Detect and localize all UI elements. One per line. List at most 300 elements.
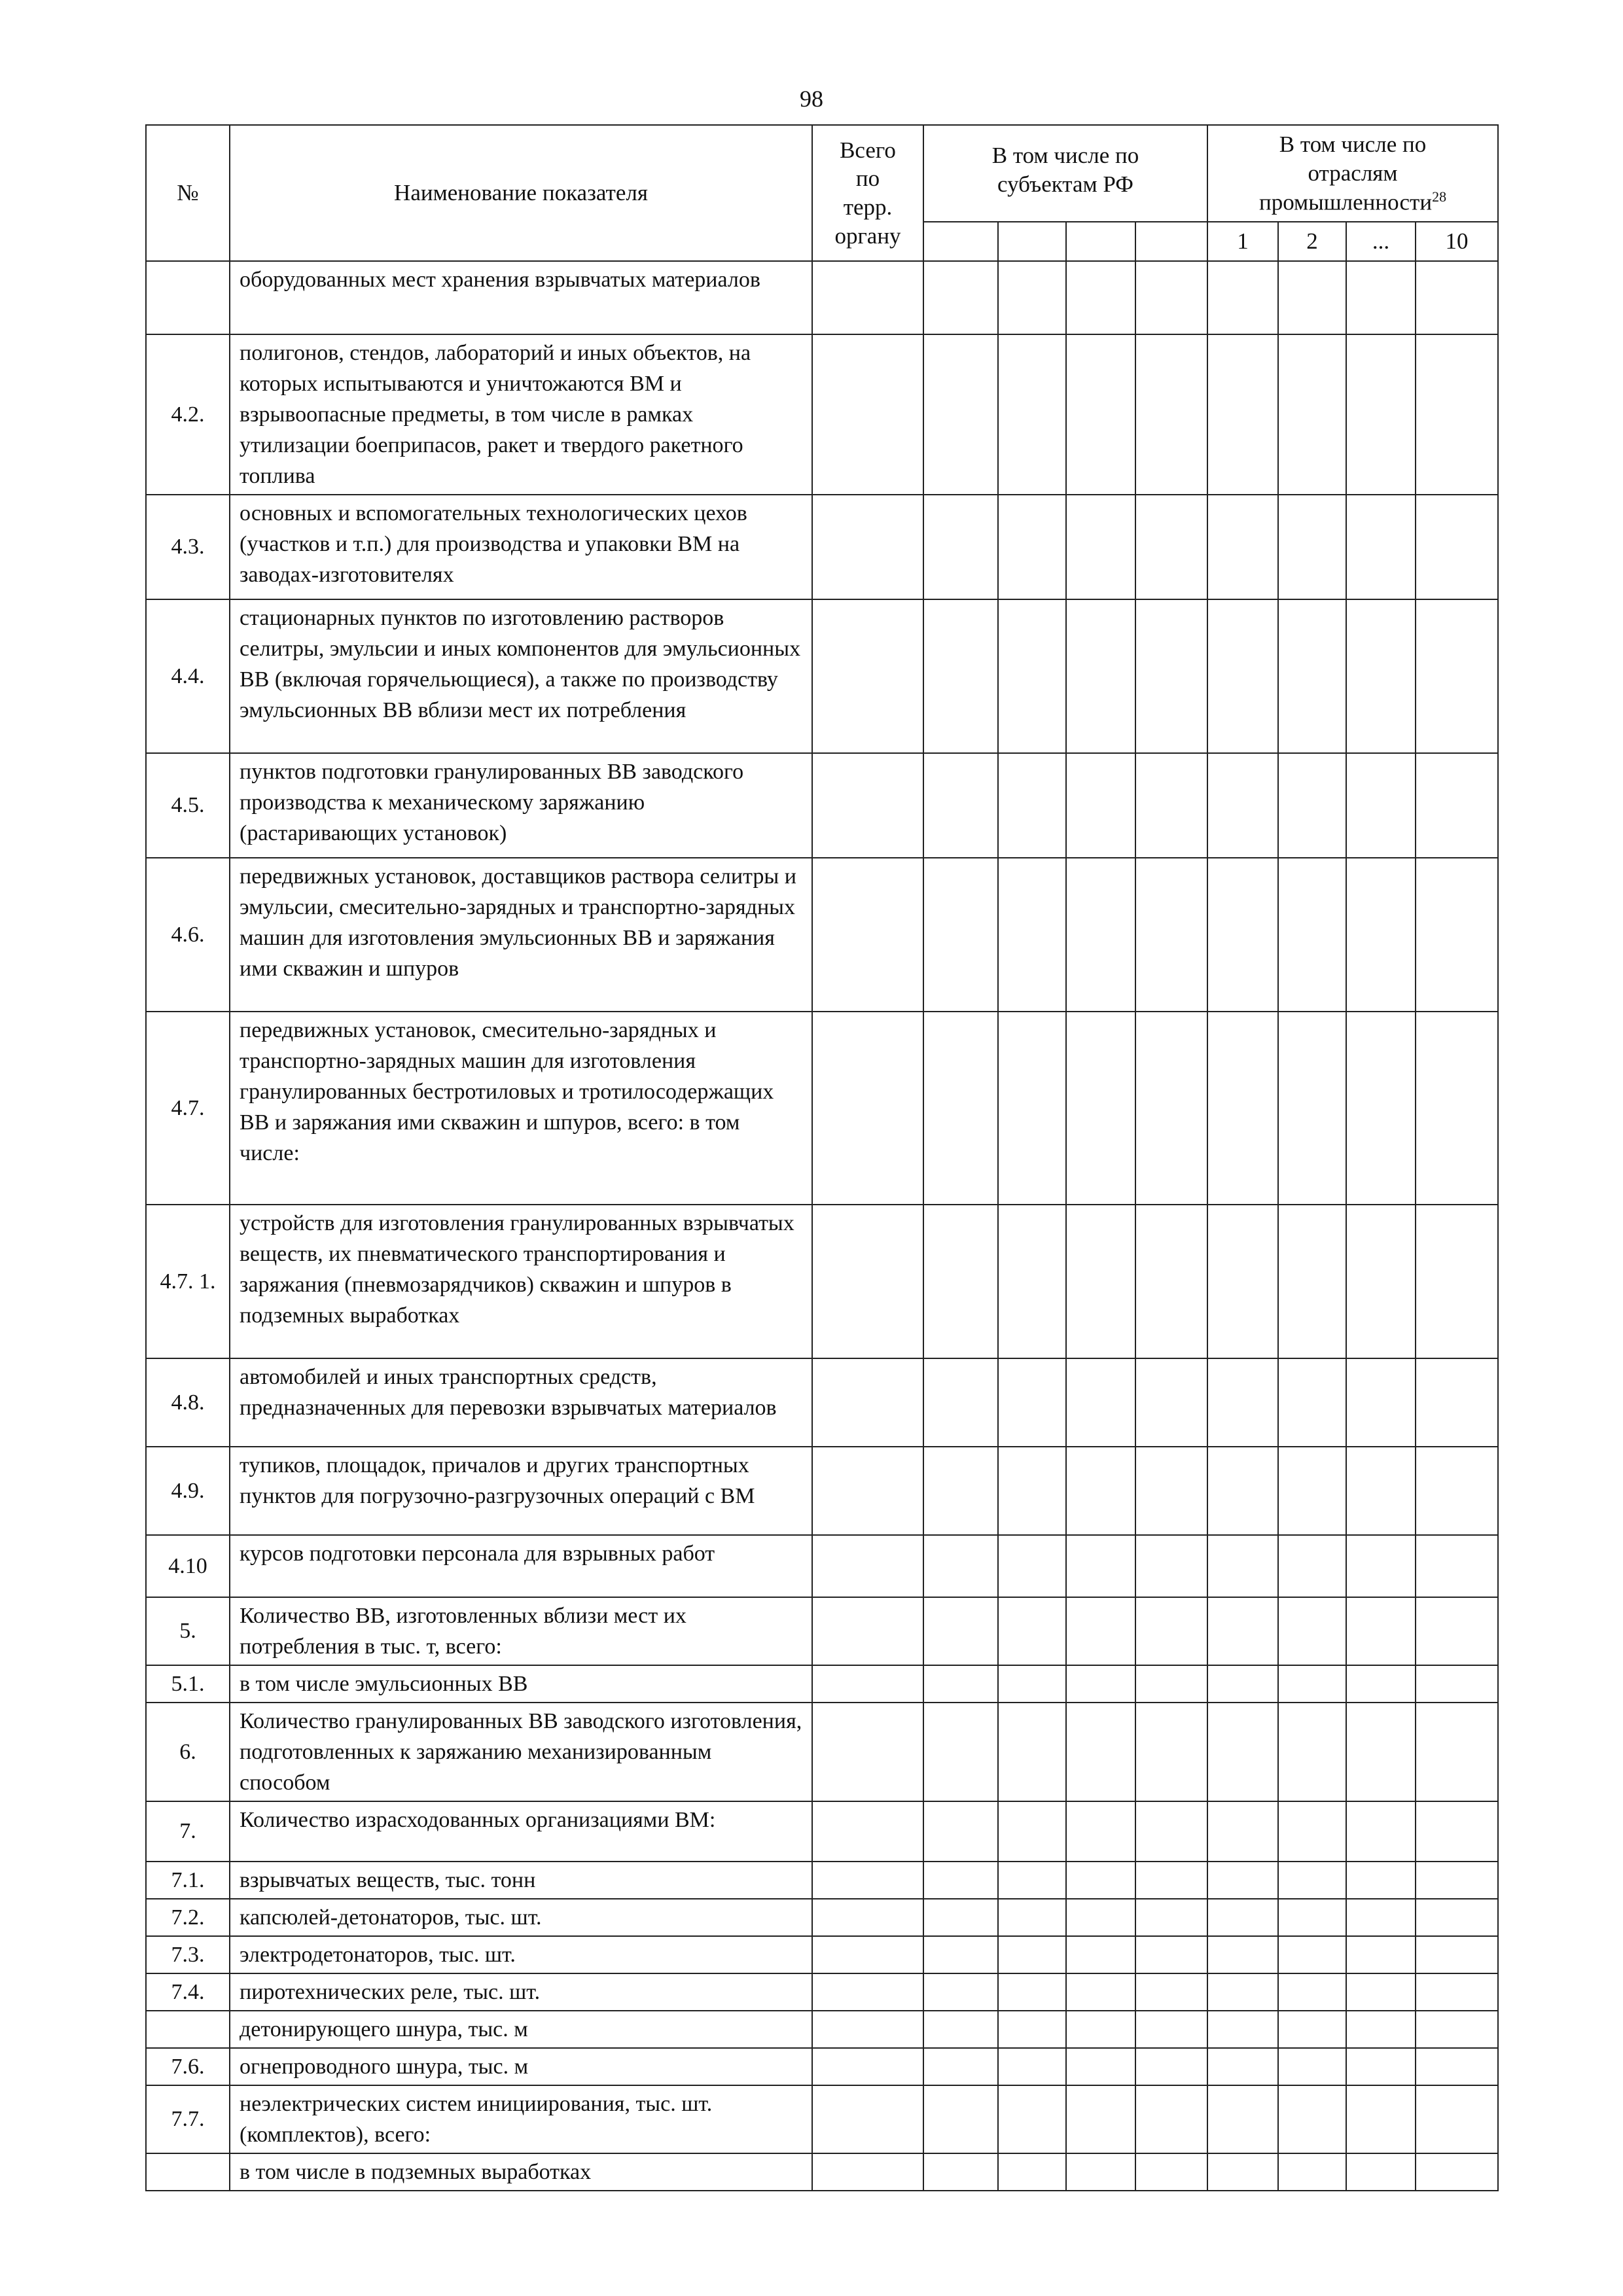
value-cell[interactable]	[1207, 495, 1278, 599]
value-cell[interactable]	[812, 2048, 923, 2085]
value-cell[interactable]	[1066, 753, 1135, 858]
value-cell[interactable]	[923, 2011, 998, 2048]
value-cell[interactable]	[1135, 1703, 1207, 1801]
value-cell[interactable]	[1346, 1012, 1416, 1205]
value-cell[interactable]	[1278, 858, 1346, 1012]
industry-col-label: 2	[1278, 222, 1346, 261]
value-cell[interactable]	[1278, 753, 1346, 858]
value-cell[interactable]	[1416, 495, 1498, 599]
value-cell[interactable]	[812, 1862, 923, 1899]
value-cell[interactable]	[1278, 2085, 1346, 2153]
row-number: 4.7. 1.	[146, 1205, 230, 1358]
value-cell[interactable]	[1066, 495, 1135, 599]
value-cell[interactable]	[998, 1862, 1066, 1899]
value-cell[interactable]	[998, 1358, 1066, 1447]
row-number	[146, 261, 230, 334]
subject-col	[923, 222, 998, 261]
value-cell[interactable]	[923, 1936, 998, 1973]
value-cell[interactable]	[1278, 1703, 1346, 1801]
row-indicator-name: электродетонаторов, тыс. шт.	[230, 1936, 812, 1973]
value-cell[interactable]	[1416, 753, 1498, 858]
row-number: 7.2.	[146, 1899, 230, 1936]
value-cell[interactable]	[1207, 2153, 1278, 2191]
value-cell[interactable]	[1346, 2011, 1416, 2048]
subject-col	[998, 222, 1066, 261]
value-cell[interactable]	[1278, 1358, 1346, 1447]
value-cell[interactable]	[812, 1535, 923, 1597]
row-indicator-name: Количество израсходованных организациями ВМ:	[230, 1801, 812, 1862]
row-number	[146, 2011, 230, 2048]
table-row	[146, 858, 1498, 1012]
value-cell[interactable]	[1278, 1801, 1346, 1862]
value-cell[interactable]	[1346, 1665, 1416, 1703]
header-name: Наименование показателя	[230, 125, 812, 261]
table-row	[146, 2085, 1498, 2153]
header-industries	[1207, 125, 1498, 222]
value-cell[interactable]	[1066, 334, 1135, 495]
value-cell[interactable]	[1135, 599, 1207, 753]
row-number: 4.9.	[146, 1447, 230, 1535]
value-cell[interactable]	[1135, 1447, 1207, 1535]
subject-col	[1135, 222, 1207, 261]
value-cell[interactable]	[1346, 1358, 1416, 1447]
value-cell[interactable]	[1207, 1012, 1278, 1205]
value-cell[interactable]	[1066, 1597, 1135, 1665]
value-cell[interactable]	[1207, 858, 1278, 1012]
value-cell[interactable]	[1416, 1358, 1498, 1447]
table-row	[146, 753, 1498, 858]
table-row	[146, 1535, 1498, 1597]
value-cell[interactable]	[1066, 1801, 1135, 1862]
value-cell[interactable]	[1346, 2085, 1416, 2153]
value-cell[interactable]	[1346, 261, 1416, 334]
value-cell[interactable]	[1066, 1358, 1135, 1447]
table-row	[146, 1899, 1498, 1936]
header-total-line: терр.	[843, 194, 893, 220]
value-cell[interactable]	[1135, 1936, 1207, 1973]
value-cell[interactable]	[1135, 1358, 1207, 1447]
subject-col	[1066, 222, 1135, 261]
value-cell[interactable]	[1346, 1973, 1416, 2011]
value-cell[interactable]	[1066, 2048, 1135, 2085]
table-row	[146, 2153, 1498, 2191]
row-indicator-name: в том числе в подземных выработках	[230, 2153, 812, 2191]
value-cell[interactable]	[998, 1535, 1066, 1597]
value-cell[interactable]	[1278, 1205, 1346, 1358]
row-number: 5.1.	[146, 1665, 230, 1703]
value-cell[interactable]	[1207, 1936, 1278, 1973]
value-cell[interactable]	[998, 495, 1066, 599]
row-indicator-name: взрывчатых веществ, тыс. тонн	[230, 1862, 812, 1899]
row-number: 7.1.	[146, 1862, 230, 1899]
value-cell[interactable]	[1135, 1899, 1207, 1936]
value-cell[interactable]	[998, 1665, 1066, 1703]
value-cell[interactable]	[1416, 1899, 1498, 1936]
value-cell[interactable]	[812, 1205, 923, 1358]
page-number: 98	[800, 86, 823, 112]
header-subjects	[923, 125, 1207, 222]
table-row	[146, 1703, 1498, 1801]
table-row	[146, 495, 1498, 599]
row-indicator-name: автомобилей и иных транспортных средств, предназначенных для перевозки взрывчатых материалов	[230, 1358, 812, 1447]
table-row	[146, 1205, 1498, 1358]
value-cell[interactable]	[1278, 599, 1346, 753]
value-cell[interactable]	[923, 495, 998, 599]
value-cell[interactable]	[1066, 1899, 1135, 1936]
value-cell[interactable]	[1135, 261, 1207, 334]
value-cell[interactable]	[1416, 1973, 1498, 2011]
value-cell[interactable]	[998, 1703, 1066, 1801]
value-cell[interactable]	[812, 1597, 923, 1665]
value-cell[interactable]	[1066, 2085, 1135, 2153]
value-cell[interactable]	[1278, 1862, 1346, 1899]
value-cell[interactable]	[1207, 2011, 1278, 2048]
value-cell[interactable]	[1416, 1936, 1498, 1973]
header-industries-text: промышленности	[1258, 189, 1433, 215]
value-cell[interactable]	[1207, 1703, 1278, 1801]
value-cell[interactable]	[1135, 1205, 1207, 1358]
row-number: 5.	[146, 1597, 230, 1665]
value-cell[interactable]	[812, 495, 923, 599]
value-cell[interactable]	[1066, 2153, 1135, 2191]
value-cell[interactable]	[812, 2153, 923, 2191]
value-cell[interactable]	[923, 1447, 998, 1535]
value-cell[interactable]	[923, 261, 998, 334]
row-number: 7.7.	[146, 2085, 230, 2153]
row-number: 4.6.	[146, 858, 230, 1012]
value-cell[interactable]	[812, 1703, 923, 1801]
row-indicator-name: тупиков, площадок, причалов и других транспортных пунктов для погрузочно-разгрузочных операций с ВМ	[230, 1447, 812, 1535]
table-row	[146, 1358, 1498, 1447]
value-cell[interactable]	[998, 2011, 1066, 2048]
value-cell[interactable]	[923, 1665, 998, 1703]
value-cell[interactable]	[923, 858, 998, 1012]
row-number: 4.7.	[146, 1012, 230, 1205]
indicator-table	[145, 124, 1499, 2191]
value-cell[interactable]	[1346, 1597, 1416, 1665]
header-total	[812, 125, 923, 261]
value-cell[interactable]	[1207, 2085, 1278, 2153]
row-number: 7.6.	[146, 2048, 230, 2085]
value-cell[interactable]	[1066, 1973, 1135, 2011]
value-cell[interactable]	[1278, 1936, 1346, 1973]
table-row	[146, 1801, 1498, 1862]
industry-col-label: 10	[1416, 222, 1498, 261]
value-cell[interactable]	[1207, 1205, 1278, 1358]
value-cell[interactable]	[923, 1973, 998, 2011]
value-cell[interactable]	[1207, 1665, 1278, 1703]
value-cell[interactable]	[1416, 261, 1498, 334]
value-cell[interactable]	[1066, 1447, 1135, 1535]
header-number	[146, 125, 230, 261]
row-indicator-name: основных и вспомогательных технологических цехов (участков и т.п.) для производства и упаковки ВМ на заводах-изготовителях	[230, 495, 812, 599]
value-cell[interactable]	[1416, 1801, 1498, 1862]
value-cell[interactable]	[998, 1899, 1066, 1936]
value-cell[interactable]	[1135, 2085, 1207, 2153]
value-cell[interactable]	[923, 1535, 998, 1597]
row-number: 4.2.	[146, 334, 230, 495]
table-row	[146, 1447, 1498, 1535]
value-cell[interactable]	[1207, 1447, 1278, 1535]
value-cell[interactable]	[812, 753, 923, 858]
value-cell[interactable]	[998, 858, 1066, 1012]
value-cell[interactable]	[1135, 334, 1207, 495]
value-cell[interactable]	[1207, 1597, 1278, 1665]
row-indicator-name: капсюлей-детонаторов, тыс. шт.	[230, 1899, 812, 1936]
value-cell[interactable]	[1346, 1936, 1416, 1973]
value-cell[interactable]	[923, 2048, 998, 2085]
value-cell[interactable]	[923, 2153, 998, 2191]
header-total-line: Всего	[840, 137, 896, 163]
value-cell[interactable]	[998, 1973, 1066, 2011]
value-cell[interactable]	[923, 1358, 998, 1447]
value-cell[interactable]	[1278, 1535, 1346, 1597]
value-cell[interactable]	[923, 1597, 998, 1665]
value-cell[interactable]	[998, 1597, 1066, 1665]
value-cell[interactable]	[1207, 334, 1278, 495]
value-cell[interactable]	[923, 334, 998, 495]
value-cell[interactable]	[812, 1899, 923, 1936]
row-indicator-name: в том числе эмульсионных ВВ	[230, 1665, 812, 1703]
value-cell[interactable]	[998, 2085, 1066, 2153]
value-cell[interactable]	[1066, 1862, 1135, 1899]
value-cell[interactable]	[1066, 599, 1135, 753]
footnote-mark: 28	[1432, 188, 1447, 205]
value-cell[interactable]	[923, 1801, 998, 1862]
table-row	[146, 1936, 1498, 1973]
value-cell[interactable]	[1416, 2048, 1498, 2085]
value-cell[interactable]	[812, 261, 923, 334]
value-cell[interactable]	[998, 2153, 1066, 2191]
row-indicator-name: курсов подготовки персонала для взрывных работ	[230, 1535, 812, 1597]
header-total-line: по	[855, 166, 880, 192]
value-cell[interactable]	[1416, 1012, 1498, 1205]
value-cell[interactable]	[1207, 1899, 1278, 1936]
value-cell[interactable]	[1416, 599, 1498, 753]
value-cell[interactable]	[923, 1899, 998, 1936]
value-cell[interactable]	[923, 753, 998, 858]
row-indicator-name: оборудованных мест хранения взрывчатых материалов	[230, 261, 812, 334]
value-cell[interactable]	[1135, 2011, 1207, 2048]
table-row	[146, 334, 1498, 495]
row-number: 4.4.	[146, 599, 230, 753]
value-cell[interactable]	[1346, 2048, 1416, 2085]
value-cell[interactable]	[812, 2085, 923, 2153]
value-cell[interactable]	[1135, 753, 1207, 858]
value-cell[interactable]	[1416, 1447, 1498, 1535]
value-cell[interactable]	[1346, 1899, 1416, 1936]
value-cell[interactable]	[1207, 1801, 1278, 1862]
value-cell[interactable]	[1207, 261, 1278, 334]
value-cell[interactable]	[1416, 1597, 1498, 1665]
value-cell[interactable]	[1416, 2011, 1498, 2048]
value-cell[interactable]	[1135, 1597, 1207, 1665]
value-cell[interactable]	[812, 1936, 923, 1973]
header-industries-line: отраслям	[1308, 160, 1398, 186]
value-cell[interactable]	[812, 334, 923, 495]
value-cell[interactable]	[1346, 858, 1416, 1012]
value-cell[interactable]	[1346, 1703, 1416, 1801]
table-row	[146, 2011, 1498, 2048]
value-cell[interactable]	[1207, 1535, 1278, 1597]
table-row	[146, 1012, 1498, 1205]
value-cell[interactable]	[1278, 1899, 1346, 1936]
value-cell[interactable]	[1346, 1535, 1416, 1597]
value-cell[interactable]	[1135, 1973, 1207, 2011]
value-cell[interactable]	[1416, 2085, 1498, 2153]
value-cell[interactable]	[1135, 1665, 1207, 1703]
value-cell[interactable]	[1066, 1665, 1135, 1703]
header-industries-line: В том числе по	[1279, 132, 1427, 158]
table-row	[146, 1862, 1498, 1899]
value-cell[interactable]	[1135, 2048, 1207, 2085]
value-cell[interactable]	[812, 599, 923, 753]
value-cell[interactable]	[1346, 599, 1416, 753]
value-cell[interactable]	[1346, 1205, 1416, 1358]
header-subjects-line: В том числе по	[991, 143, 1139, 168]
row-number: 4.5.	[146, 753, 230, 858]
value-cell[interactable]	[998, 334, 1066, 495]
value-cell[interactable]	[1207, 753, 1278, 858]
row-indicator-name: передвижных установок, смесительно-зарядных и транспортно-зарядных машин для изготовления гранулированных бестротиловых и тротилосодержащих ВВ и заряжания ими скважин и шпуров, всего: в том числе:	[230, 1012, 812, 1205]
row-indicator-name: передвижных установок, доставщиков раствора селитры и эмульсии, смесительно-зарядных и транспортно-зарядных машин для изготовления эмульсионных ВВ и заряжания ими скважин и шпуров	[230, 858, 812, 1012]
value-cell[interactable]	[812, 1012, 923, 1205]
value-cell[interactable]	[1346, 495, 1416, 599]
value-cell[interactable]	[998, 1801, 1066, 1862]
row-number	[146, 2153, 230, 2191]
value-cell[interactable]	[1135, 1012, 1207, 1205]
table-row	[146, 1597, 1498, 1665]
row-number: 7.	[146, 1801, 230, 1862]
value-cell[interactable]	[1416, 858, 1498, 1012]
value-cell[interactable]	[1135, 858, 1207, 1012]
row-indicator-name: устройств для изготовления гранулированных взрывчатых веществ, их пневматического транспортирования и заряжания (пневмозарядчиков) скважин и шпуров в подземных выработках	[230, 1205, 812, 1358]
row-number: 4.3.	[146, 495, 230, 599]
table-row	[146, 599, 1498, 753]
value-cell[interactable]	[923, 1862, 998, 1899]
value-cell[interactable]	[1207, 1862, 1278, 1899]
row-indicator-name: пиротехнических реле, тыс. шт.	[230, 1973, 812, 2011]
value-cell[interactable]	[1066, 858, 1135, 1012]
value-cell[interactable]	[1278, 334, 1346, 495]
value-cell[interactable]	[1066, 261, 1135, 334]
value-cell[interactable]	[1066, 1535, 1135, 1597]
row-indicator-name: Количество ВВ, изготовленных вблизи мест их потребления в тыс. т, всего:	[230, 1597, 812, 1665]
value-cell[interactable]	[998, 1936, 1066, 1973]
value-cell[interactable]	[1135, 2153, 1207, 2191]
value-cell[interactable]	[1207, 2048, 1278, 2085]
value-cell[interactable]	[998, 1447, 1066, 1535]
value-cell[interactable]	[1346, 1801, 1416, 1862]
value-cell[interactable]	[1278, 2011, 1346, 2048]
value-cell[interactable]	[1135, 1535, 1207, 1597]
value-cell[interactable]	[1066, 1936, 1135, 1973]
value-cell[interactable]	[923, 1703, 998, 1801]
value-cell[interactable]	[1278, 261, 1346, 334]
value-cell[interactable]	[1416, 1703, 1498, 1801]
value-cell[interactable]	[1066, 2011, 1135, 2048]
row-number: 4.8.	[146, 1358, 230, 1447]
value-cell[interactable]	[1416, 1665, 1498, 1703]
value-cell[interactable]	[1066, 1012, 1135, 1205]
value-cell[interactable]	[1207, 1358, 1278, 1447]
value-cell[interactable]	[812, 1447, 923, 1535]
value-cell[interactable]	[1135, 1801, 1207, 1862]
row-number: 4.10	[146, 1535, 230, 1597]
value-cell[interactable]	[1416, 1205, 1498, 1358]
value-cell[interactable]	[998, 753, 1066, 858]
row-indicator-name: пунктов подготовки гранулированных ВВ заводского производства к механическому заряжанию (растаривающих установок)	[230, 753, 812, 858]
value-cell[interactable]	[1135, 495, 1207, 599]
value-cell[interactable]	[812, 1973, 923, 2011]
header-number-label: №	[177, 180, 199, 206]
value-cell[interactable]	[1278, 2048, 1346, 2085]
row-number: 6.	[146, 1703, 230, 1801]
value-cell[interactable]	[1278, 1012, 1346, 1205]
table-row	[146, 1973, 1498, 2011]
value-cell[interactable]	[1278, 2153, 1346, 2191]
value-cell[interactable]	[1278, 1597, 1346, 1665]
value-cell[interactable]	[812, 2011, 923, 2048]
value-cell[interactable]	[1416, 2153, 1498, 2191]
value-cell[interactable]	[1416, 1862, 1498, 1899]
value-cell[interactable]	[1346, 1447, 1416, 1535]
table-row	[146, 1665, 1498, 1703]
value-cell[interactable]	[1066, 1703, 1135, 1801]
value-cell[interactable]	[1207, 599, 1278, 753]
value-cell[interactable]	[923, 599, 998, 753]
industry-col-label: 1	[1207, 222, 1278, 261]
industry-col-label: ...	[1346, 222, 1416, 261]
value-cell[interactable]	[923, 1012, 998, 1205]
value-cell[interactable]	[998, 1012, 1066, 1205]
row-indicator-name: огнепроводного шнура, тыс. м	[230, 2048, 812, 2085]
row-indicator-name: неэлектрических систем инициирования, тыс. шт. (комплектов), всего:	[230, 2085, 812, 2153]
row-indicator-name: Количество гранулированных ВВ заводского изготовления, подготовленных к заряжанию механизированным способом	[230, 1703, 812, 1801]
value-cell[interactable]	[1278, 495, 1346, 599]
value-cell[interactable]	[998, 1205, 1066, 1358]
value-cell[interactable]	[1135, 1862, 1207, 1899]
value-cell[interactable]	[1346, 1862, 1416, 1899]
value-cell[interactable]	[1346, 334, 1416, 495]
row-number: 7.4.	[146, 1973, 230, 2011]
row-indicator-name: полигонов, стендов, лабораторий и иных объектов, на которых испытываются и уничтожаются ВМ и взрывоопасные предметы, в том числе в рамках утилизации боеприпасов, ракет и твердого ракетного топлива	[230, 334, 812, 495]
value-cell[interactable]	[998, 2048, 1066, 2085]
value-cell[interactable]	[1346, 2153, 1416, 2191]
value-cell[interactable]	[1278, 1447, 1346, 1535]
row-number: 7.3.	[146, 1936, 230, 1973]
row-indicator-name: детонирующего шнура, тыс. м	[230, 2011, 812, 2048]
value-cell[interactable]	[998, 261, 1066, 334]
value-cell[interactable]	[1346, 753, 1416, 858]
value-cell[interactable]	[1278, 1665, 1346, 1703]
value-cell[interactable]	[1278, 1973, 1346, 2011]
value-cell[interactable]	[998, 599, 1066, 753]
value-cell[interactable]	[1066, 1205, 1135, 1358]
header-industries-line	[1208, 188, 1497, 217]
header-total-line: органу	[834, 222, 901, 249]
value-cell[interactable]	[812, 1665, 923, 1703]
value-cell[interactable]	[812, 858, 923, 1012]
value-cell[interactable]	[1416, 334, 1498, 495]
value-cell[interactable]	[1416, 1535, 1498, 1597]
value-cell[interactable]	[923, 1205, 998, 1358]
value-cell[interactable]	[923, 2085, 998, 2153]
table-row	[146, 261, 1498, 334]
value-cell[interactable]	[812, 1801, 923, 1862]
value-cell[interactable]	[1207, 1973, 1278, 2011]
value-cell[interactable]	[812, 1358, 923, 1447]
